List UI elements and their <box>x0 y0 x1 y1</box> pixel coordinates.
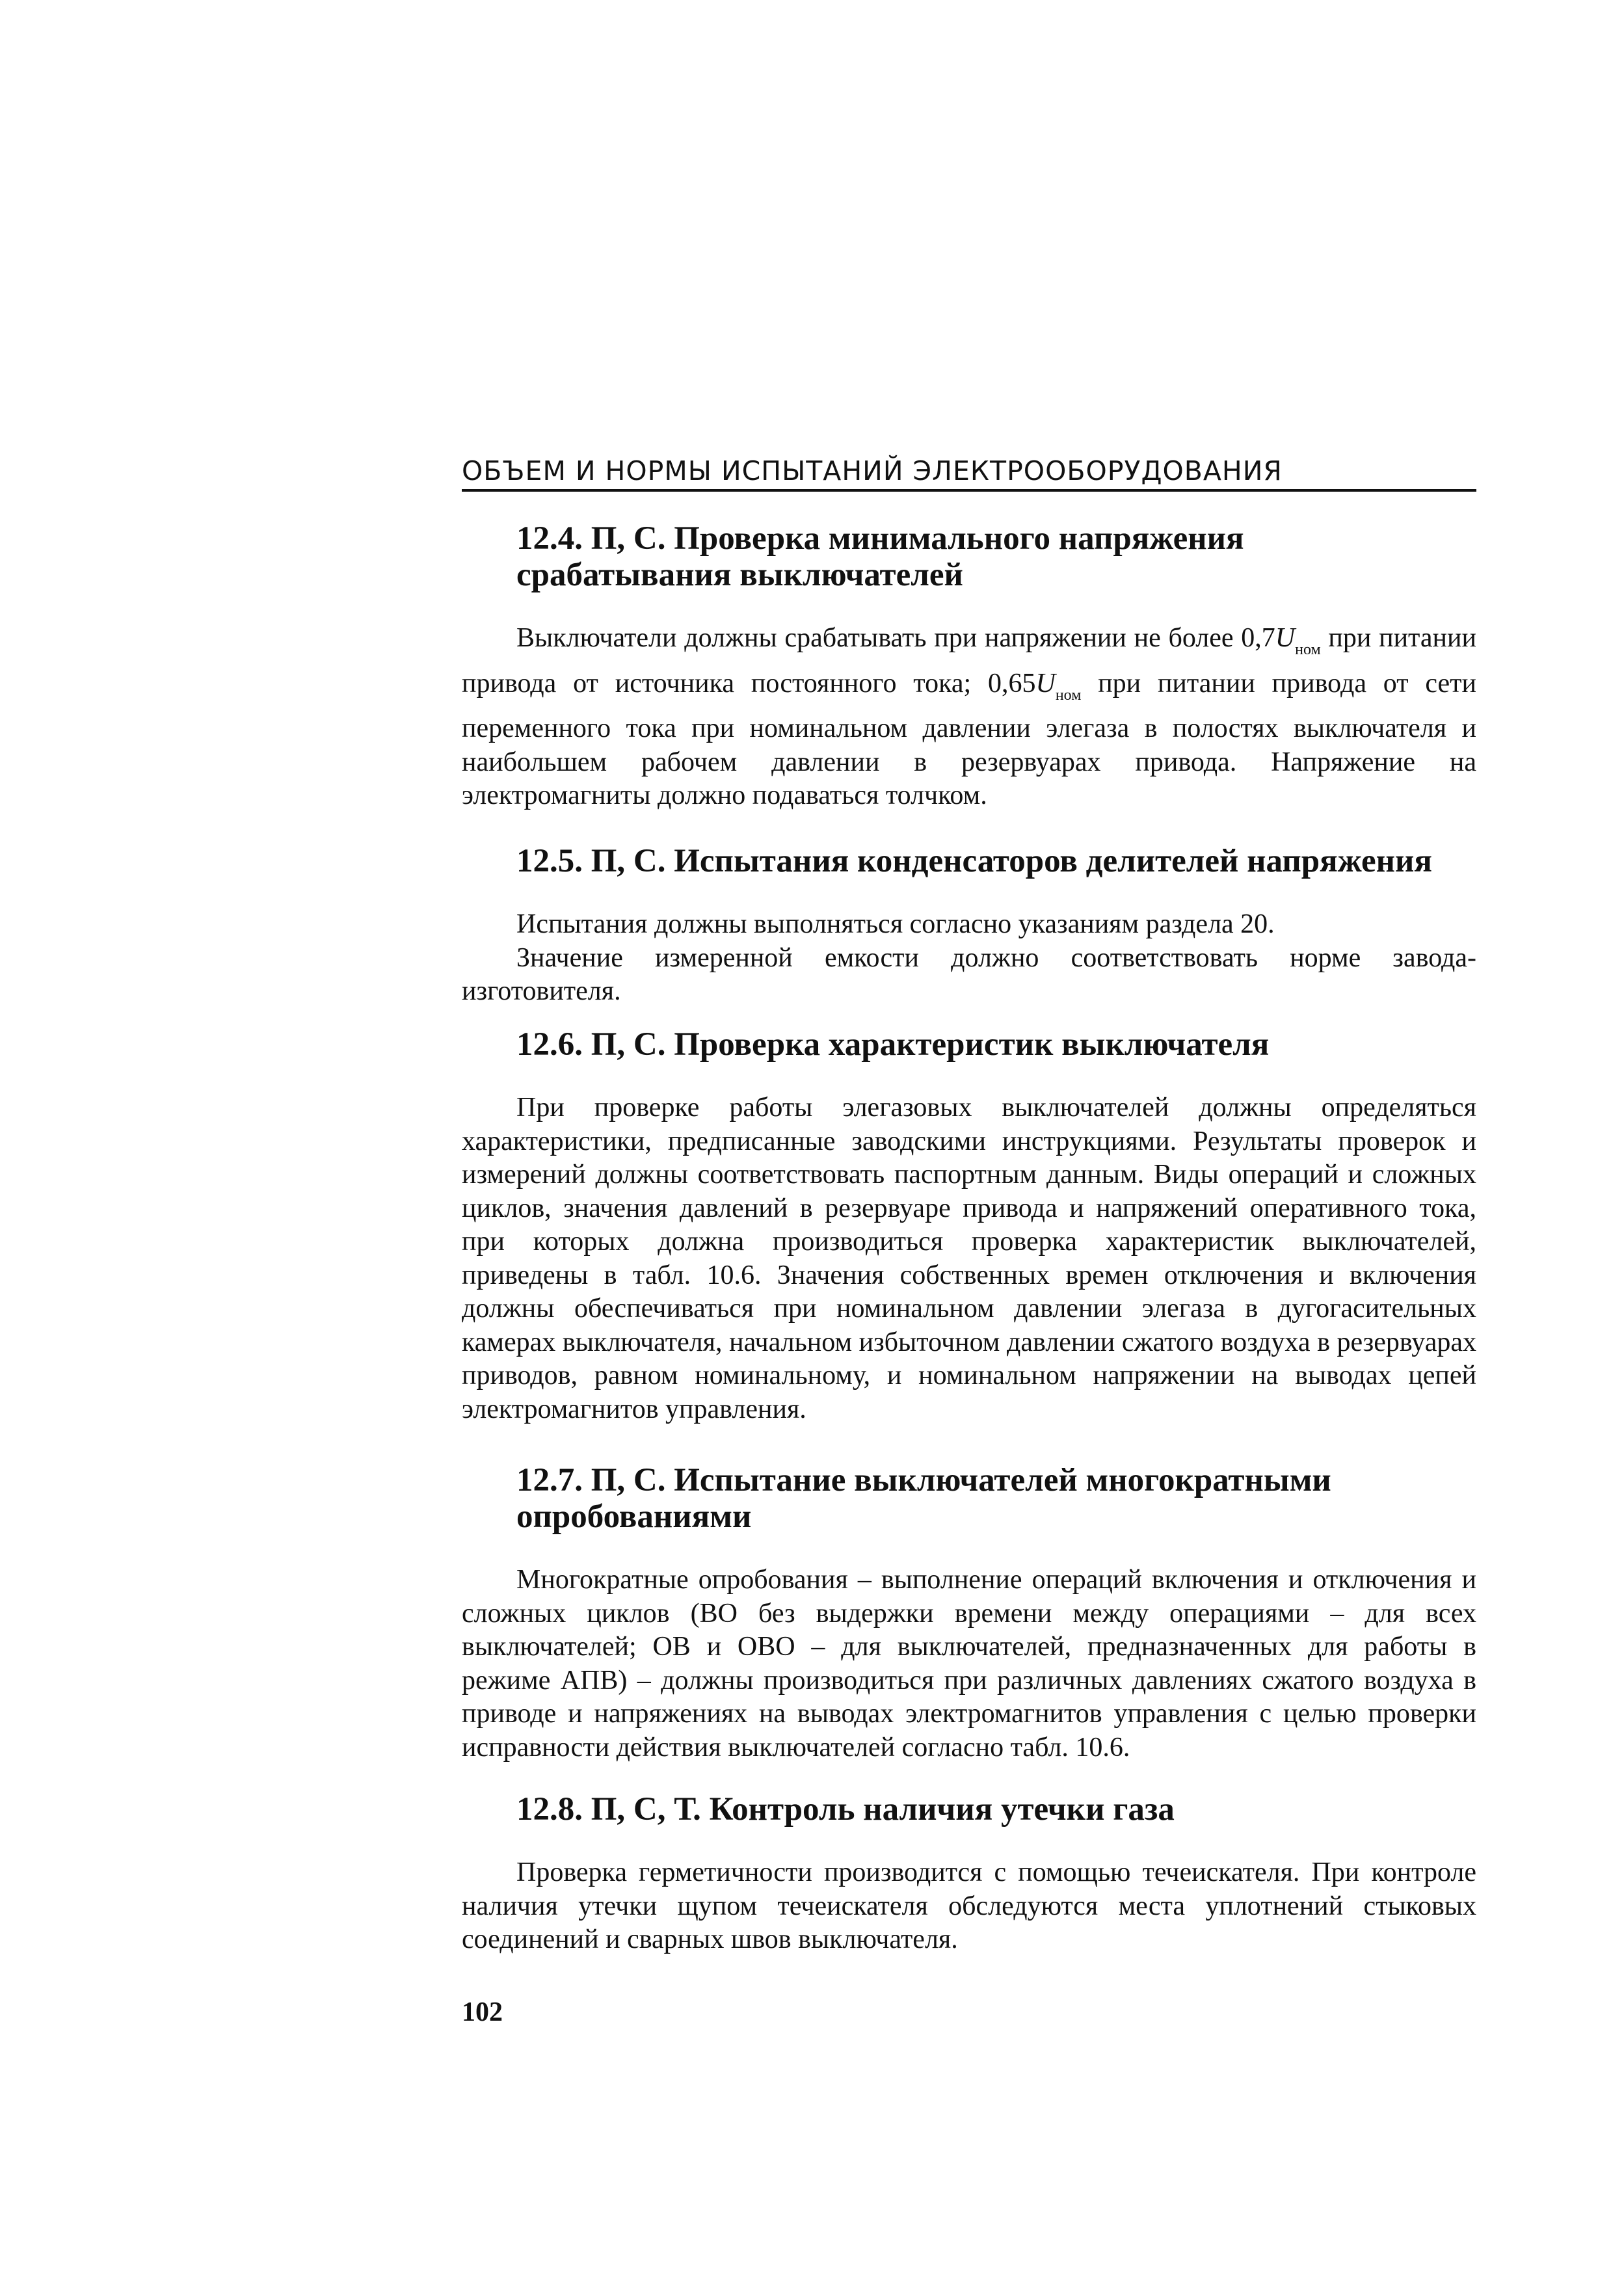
section-paragraph: Значение измеренной емкости должно соответствовать норме завода-изготовителя. <box>462 942 1476 1006</box>
section-12-6 <box>462 1026 1476 1426</box>
section-12-4 <box>462 520 1476 813</box>
section-12-7 <box>462 1462 1476 1764</box>
section-heading: 12.8. П, С, Т. Контроль наличия утечки газа <box>516 1791 1175 1828</box>
section-12-8 <box>462 1791 1476 1957</box>
section-paragraph: Проверка герметичности производится с помощью течеискателя. При контроле наличия утечки щупом течеискателя обследуются места уплотнений стыковых соединений и сварных швов выключателя. <box>462 1857 1476 1954</box>
section-heading: 12.7. П, С. Испытание выключателей многократными опробованиями <box>516 1462 1331 1535</box>
section-paragraph: При проверке работы элегазовых выключателей должны определяться характеристики, предписанные заводскими инструкциями. Результаты проверок и измерений должны соответствовать паспортным данным. Виды операций и сложных циклов, значения давлений в резервуаре привода и напряжений оперативного тока, при которых должна производиться проверка характеристик выключателей, приведены в табл. 10.6. Значения собственных времен отключения и включения должны обеспечиваться при номинальном давлении элегаза в дугогасительных камерах выключателя, начальном избыточном давлении сжатого воздуха в резервуарах приводов, равном номинальному, и номинальном напряжении на выводах цепей электромагнитов управления. <box>462 1093 1476 1424</box>
section-12-5 <box>462 843 1476 1009</box>
section-heading: 12.4. П, С. Проверка минимального напряжения срабатывания выключателей <box>516 520 1244 593</box>
book-page <box>462 0 1483 2288</box>
section-heading: 12.5. П, С. Испытания конденсаторов делителей напряжения <box>516 843 1433 879</box>
section-paragraph: Испытания должны выполняться согласно указаниям раздела 20. <box>516 909 1275 939</box>
running-head: ОБЪЕМ И НОРМЫ ИСПЫТАНИЙ ЭЛЕКТРООБОРУДОВАНИЯ <box>462 454 1476 492</box>
page-number: 102 <box>462 1997 503 2027</box>
section-paragraph: Многократные опробования – выполнение операций включения и отключения и сложных циклов (ВО без выдержки времени между операциями – для всех выключателей; ОВ и ОВО – для выключателей, предназначенных для работы в режиме АПВ) – должны производиться при различных давлениях сжатого воздуха в приводе и напряжениях на выводах электромагнитов управления с целью проверки исправности действия выключателей согласно табл. 10.6. <box>462 1565 1476 1763</box>
section-heading: 12.6. П, С. Проверка характеристик выключателя <box>516 1026 1270 1063</box>
section-paragraph: Выключатели должны срабатывать при напряжении не более $0,7U_{ном}$ при питании привода от источника постоянного тока; $0,65U_{ном}$ при питании привода от сети переменного тока при номинальном давлении элегаза в полостях выключателя и наибольшем рабочем давлении в резервуарах привода. Напряжение на электромагниты должно подаваться толчком. <box>462 623 1477 810</box>
